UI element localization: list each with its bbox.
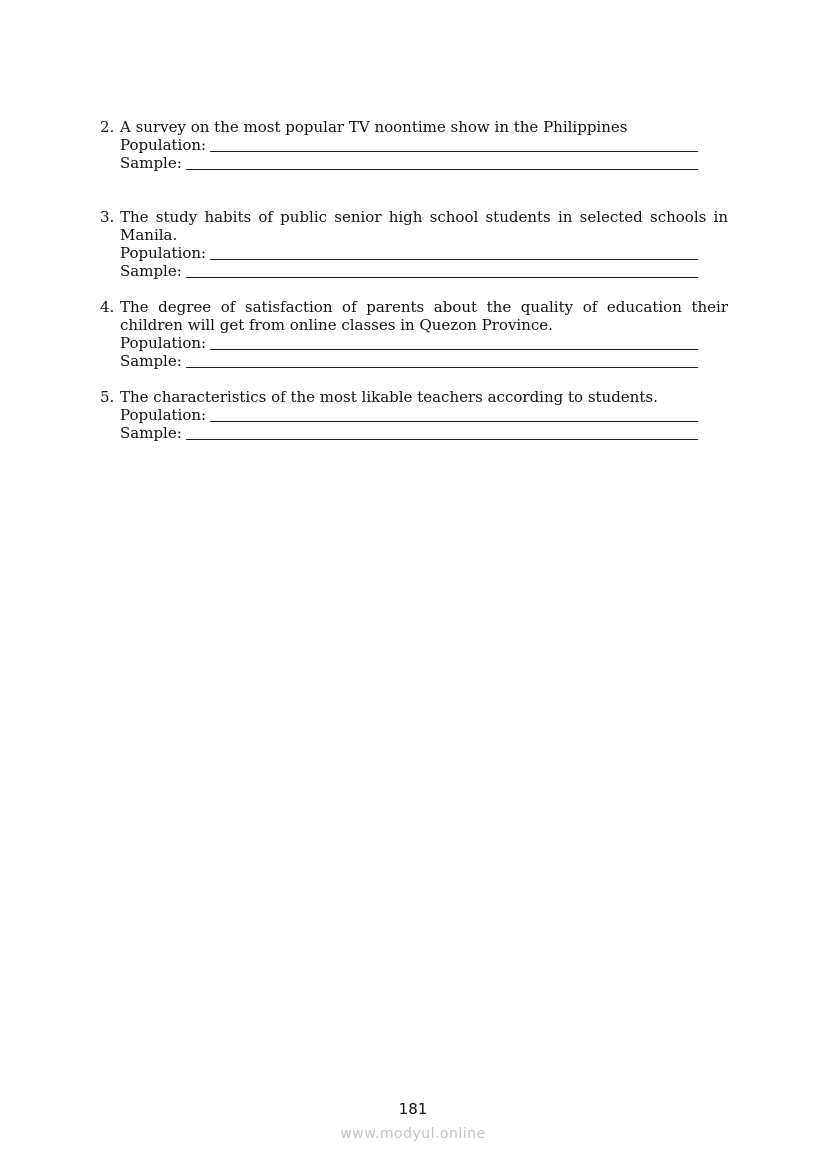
question-text: The characteristics of the most likable teachers according to students.: [120, 388, 658, 406]
question-text: A survey on the most popular TV noontime show in the Philippines: [120, 118, 628, 136]
sample-answer-field[interactable]: [120, 154, 698, 172]
sample-label: Sample:: [120, 262, 182, 280]
question-number: 2.: [100, 118, 115, 136]
sample-label: Sample:: [120, 352, 182, 370]
population-label: Population:: [120, 334, 207, 352]
question-text: The degree of satisfaction of parents about the quality of education their children will get from online classes in Quezon Province.: [120, 298, 728, 334]
population-label: Population:: [120, 244, 207, 262]
population-blank-line[interactable]: [210, 407, 698, 422]
sample-answer-field[interactable]: [120, 352, 698, 370]
question-number: 5.: [100, 388, 115, 406]
page-number: 181: [398, 1100, 428, 1118]
sample-label: Sample:: [120, 154, 182, 172]
sample-blank-line[interactable]: [186, 263, 698, 278]
question-prompt: [100, 388, 728, 406]
population-label: Population:: [120, 406, 207, 424]
sample-answer-field[interactable]: [120, 262, 698, 280]
question-number: 4.: [100, 298, 115, 316]
question-item: [100, 118, 728, 172]
population-answer-field[interactable]: [120, 136, 698, 154]
population-label: Population:: [120, 136, 207, 154]
sample-blank-line[interactable]: [186, 425, 698, 440]
population-answer-field[interactable]: [120, 244, 698, 262]
question-prompt: [100, 208, 728, 244]
population-answer-field[interactable]: [120, 334, 698, 352]
sample-blank-line[interactable]: [186, 155, 698, 170]
question-prompt: [100, 298, 728, 334]
question-prompt: [100, 118, 728, 136]
question-number: 3.: [100, 208, 115, 226]
population-blank-line[interactable]: [210, 137, 698, 152]
question-item: [100, 298, 728, 370]
question-item: [100, 388, 728, 442]
population-answer-field[interactable]: [120, 406, 698, 424]
sample-answer-field[interactable]: [120, 424, 698, 442]
question-item: [100, 208, 728, 280]
population-blank-line[interactable]: [210, 335, 698, 350]
question-text: The study habits of public senior high school students in selected schools in Manila.: [120, 208, 728, 244]
population-blank-line[interactable]: [210, 245, 698, 260]
sample-blank-line[interactable]: [186, 353, 698, 368]
sample-label: Sample:: [120, 424, 182, 442]
watermark-text: www.modyul.online: [340, 1126, 486, 1142]
